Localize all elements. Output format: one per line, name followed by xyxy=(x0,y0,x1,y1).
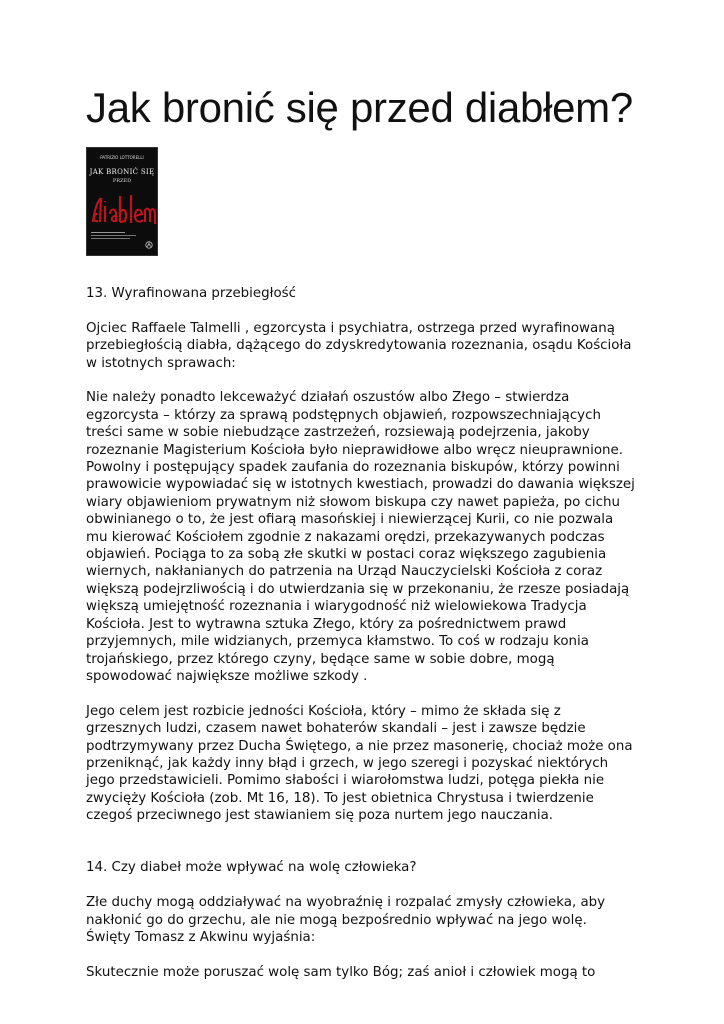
text-line: większą umiejętność rozeznania i wiarygodność niż wielowiekowa Tradycja xyxy=(86,599,587,615)
document-body xyxy=(86,285,646,981)
publisher-logo-icon xyxy=(145,241,153,249)
cover-title-line1: JAK BRONIĆ SIĘ xyxy=(89,168,155,176)
paragraph xyxy=(86,894,646,946)
cover-diablem-lettering xyxy=(89,192,157,228)
text-line: podtrzymywany przez Ducha Świętego, a nie przez masonerię, chociaż może ona xyxy=(86,738,633,754)
text-line: nakłonić go do grzechu, ale nie mogą bezpośrednio wpływać na jego wolę. xyxy=(86,912,587,928)
text-line: objawień. Pociąga to za sobą złe skutki w postaci coraz większego zagubienia xyxy=(86,547,607,563)
paragraph xyxy=(86,703,646,825)
cover-title-line2: PRZED xyxy=(112,178,132,184)
text-line: przebiegłością diabła, dążącego do zdyskredytowania rozeznania, osądu Kościoła xyxy=(86,338,632,354)
section-heading-14: 14. Czy diabeł może wpływać na wolę człowieka? xyxy=(86,860,417,876)
text-line: obwinianego o to, że jest ofiarą masońskiej i niewierzącej Kurii, co nie pozwala xyxy=(86,512,614,528)
book-cover-image xyxy=(86,147,158,256)
text-line: rozeznanie Magisterium Kościoła było nieprawidłowe albo wręcz nieuprawnione. xyxy=(86,442,624,458)
text-line: w istotnych sprawach: xyxy=(86,355,236,371)
paragraph xyxy=(86,389,646,685)
text-line: Nie należy ponadto lekceważyć działań oszustów albo Złego – stwierdza xyxy=(86,390,570,406)
document-title: Jak bronić się przed diabłem? xyxy=(86,84,633,131)
section-heading-13: 13. Wyrafinowana przebiegłość xyxy=(86,286,296,301)
text-line: wiary objawieniom prywatnym niż słowom biskupa czy nawet papieża, po cichu xyxy=(86,494,620,510)
text-line: mu kierować Kościołem zgodnie z nakazami orędzi, przekazywanych podczas xyxy=(86,529,605,545)
text-line: Ojciec Raffaele Talmelli , egzorcysta i psychiatra, ostrzega przed wyrafinowaną xyxy=(86,320,615,336)
text-line: Kościoła. Jest to wytrawna sztuka Złego, który za pośrednictwem prawd xyxy=(86,616,567,632)
text-line: spowodować największe możliwe szkody . xyxy=(86,668,368,684)
text-line: treści same w sobie niebudzące zastrzeżeń, rozsiewają podejrzenia, jakoby xyxy=(86,425,590,441)
text-line: większą podejrzliwością i do utwierdzania się w przekonaniu, że rzesze posiadają xyxy=(86,581,630,597)
text-line: egzorcysta – którzy za sprawą podstępnych objawień, rozpowszechniających xyxy=(86,407,601,423)
text-line: Święty Tomasz z Akwinu wyjaśnia: xyxy=(86,929,316,945)
text-line: wiernych, nakłanianych do patrzenia na Urząd Nauczycielski Kościoła z coraz xyxy=(86,564,603,580)
text-line: Złe duchy mogą oddziaływać na wyobraźnię i rozpalać zmysły człowieka, aby xyxy=(86,895,606,911)
text-line: przyjemnych, mile widzianych, przemyca kłamstwo. To coś w rodzaju konia xyxy=(86,634,589,650)
paragraph xyxy=(86,964,646,981)
text-line: zwycięży Kościoła (zob. Mt 16, 18). To jest obietnica Chrystusa i twierdzenie xyxy=(86,790,594,806)
paragraph xyxy=(86,320,646,372)
text-line: grzesznych ludzi, czasem nawet bohaterów skandali – jest i zawsze będzie xyxy=(86,721,586,737)
text-line: Jego celem jest rozbicie jedności Kościoła, który – mimo że składa się z xyxy=(86,703,561,719)
text-line: Powolny i postępujący spadek zaufania do rozeznania biskupów, którzy powinni xyxy=(86,460,620,476)
cover-author: PATRIZIO LOTTORELLI xyxy=(100,155,144,160)
text-line: Skutecznie może poruszać wolę sam tylko Bóg; zaś anioł i człowiek mogą to xyxy=(86,964,596,980)
cover-subtitle-text xyxy=(91,232,147,239)
text-line: jego przedstawicieli. Pomimo słabości i wiarołomstwa ludzi, potęga piekła nie xyxy=(86,773,605,789)
text-line: czegoś przeciwnego jest stawianiem się poza nurtem jego nauczania. xyxy=(86,808,554,824)
text-line: przeniknąć, jak każdy inny błąd i grzech, w jego szeregi i pozyskać niektórych xyxy=(86,755,609,771)
text-line: prawowicie wypowiadać się w istotnych kwestiach, prowadzi do dawania większej xyxy=(86,477,635,493)
text-line: trojańskiego, przez którego czyny, będące same w sobie dobre, mogą xyxy=(86,651,555,667)
